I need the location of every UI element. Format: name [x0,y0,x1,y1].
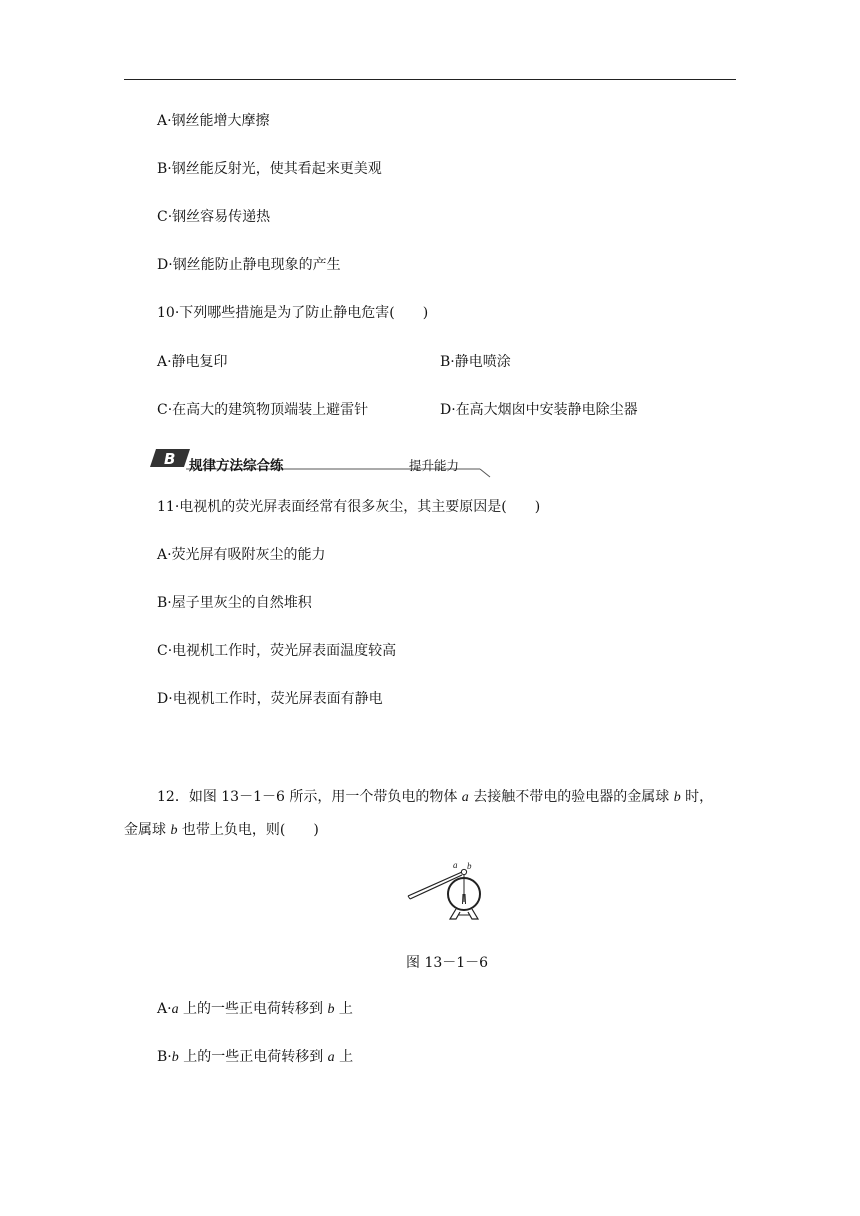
option-label: D· [157,257,173,273]
var-b: b [673,790,681,805]
option-label: B· [157,161,172,177]
header-rule [124,79,736,80]
q11-stem: 11·电视机的荧光屏表面经常有很多灰尘，其主要原因是( ) [157,499,541,515]
q11-option-b [157,593,312,613]
electroscope-figure [404,858,494,928]
q10-option-a [157,352,228,372]
stem-text: 12．如图 13－1－6 所示，用一个带负电的物体 [157,789,462,805]
option-text: 在高大烟囱中安装静电除尘器 [455,402,638,418]
section-badge: B [164,450,176,468]
option-text: 荧光屏有吸附灰尘的能力 [171,547,326,563]
option-text: 钢丝能增大摩擦 [171,113,270,129]
q9-option-d [157,255,341,275]
var: a [327,1050,335,1065]
option-text: 钢丝能防止静电现象的产生 [172,257,341,273]
q11-option-c [157,641,396,661]
figure-label-b: b [467,861,472,871]
figure-label-a: a [453,860,458,870]
option-text: 钢丝容易传递热 [172,209,271,225]
q12-option-a [157,999,353,1020]
option-label: B· [440,354,455,370]
option-text: 屋子里灰尘的自然堆积 [171,595,312,611]
option-label: C· [157,209,173,225]
q9-option-b [157,159,382,179]
option-text: 上的一些正电荷转移到 [178,1001,328,1017]
option-label: C· [157,402,173,418]
option-text: 上 [334,1001,353,1017]
option-text: 钢丝能反射光，使其看起来更美观 [171,161,382,177]
q11-option-a [157,545,326,565]
q11-option-d [157,689,383,709]
option-label: A· [157,547,172,563]
q9-option-c [157,207,270,227]
stem-text: 去接触不带电的验电器的金属球 [468,789,674,805]
var: a [171,1002,179,1017]
q12-option-b [157,1047,353,1068]
q10-stem: 10·下列哪些措施是为了防止静电危害( ) [157,305,429,321]
option-text: 在高大的建筑物顶端装上避雷针 [172,402,369,418]
q10-option-c [157,400,368,420]
section-title: 规律方法综合练 [189,458,284,474]
option-label: A· [157,354,172,370]
option-text: 电视机工作时，荧光屏表面温度较高 [172,643,397,659]
stem-text: 时， [680,789,714,805]
option-label: B· [157,595,172,611]
option-label: A· [157,1001,172,1017]
option-text: 电视机工作时，荧光屏表面有静电 [172,691,383,707]
figure-caption: 图 13－1－6 [406,955,489,971]
q12-stem-line2 [124,820,319,841]
option-label: C· [157,643,173,659]
stem-text: 金属球 [124,822,171,838]
q12-stem-line1 [157,787,713,808]
stem-text: 也带上负电，则( ) [177,822,319,838]
var-b: b [170,823,178,838]
q9-option-a [157,111,270,131]
option-text: 静电喷涂 [454,354,511,370]
option-label: D· [440,402,456,418]
q10-option-d [440,400,638,420]
var-a: a [461,790,469,805]
option-label: D· [157,691,173,707]
var: b [327,1002,335,1017]
option-label: B· [157,1049,172,1065]
q10-option-b [440,352,511,372]
var: b [171,1050,179,1065]
option-text: 上 [334,1049,354,1065]
option-text: 静电复印 [171,354,228,370]
option-text: 上的一些正电荷转移到 [178,1049,328,1065]
section-subtitle: 提升能力 [409,458,460,473]
option-label: A· [157,113,172,129]
